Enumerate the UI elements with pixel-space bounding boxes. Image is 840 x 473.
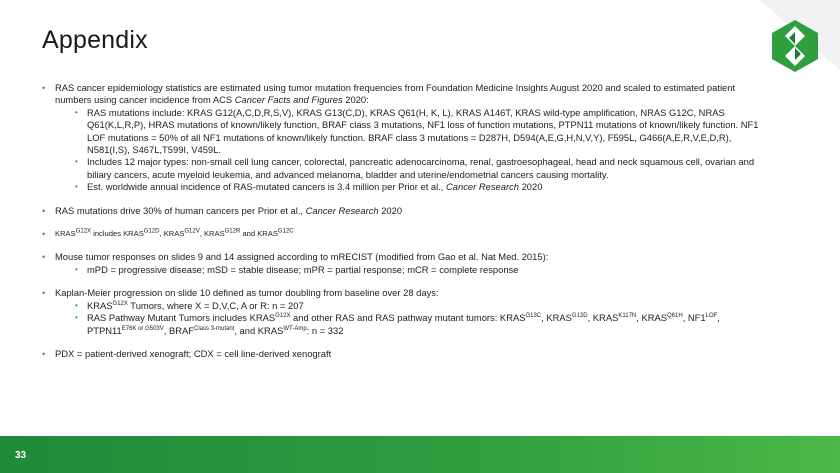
company-logo-icon [772, 20, 818, 72]
sub-bullet-major-types: • Includes 12 major types: non-small cell lung cancer, colorectal, pancreatic adenocarcinoma, renal, gastroesophageal, head and neck squamous cell, ovarian and biliary cancers, acute myeloid leukemia, and advanced melanoma, bladder and uterine/endometrial cancers causing mortality. [75, 156, 762, 181]
footer-bar [0, 436, 840, 473]
page-title: Appendix [42, 26, 148, 54]
sub-bullet-worldwide-incidence: • Est. worldwide annual incidence of RAS-mutated cancers is 3.4 million per Prior et al., Cancer Research 2020 [75, 181, 762, 193]
page-number: 33 [15, 450, 27, 461]
bullet-kaplan-meier: • Kaplan-Meier progression on slide 10 defined as tumor doubling from baseline over 28 days: [42, 287, 762, 299]
bullet-pdx-cdx: • PDX = patient-derived xenograft; CDX = cell line-derived xenograft [42, 348, 762, 360]
bullet-mouse-tumor: • Mouse tumor responses on slides 9 and 14 assigned according to mRECIST (modified from Gao et al. Nat Med. 2015): [42, 251, 762, 263]
sub-bullet-kras-tumors: • $KRAS^{G12X}$ Tumors, where X = D,V,C, A or R: n = 207 [75, 300, 762, 312]
sub-bullet-ras-pathway: • RAS Pathway Mutant Tumors includes $KRAS^{G12X}$ and other RAS and RAS pathway mutant tumors: $KRAS^{G13C}$, $KRAS^{G13D}$, $KRAS^{K117N}$, $KRAS^{Q61H}$, $NF1^{LOF}$, $PTPN11^{E76K or G503V}$, $BRAF^{Class 3-mutant}$, and $KRAS^{WT-Amp}$: n = 332 [75, 312, 762, 337]
bullet-ras-drive: • RAS mutations drive 30% of human cancers per Prior et al., Cancer Research 2020 [42, 205, 762, 217]
bullet-kras-variants: • $KRAS^{G12X}$ includes $KRAS^{G12D}$, $KRAS^{G12V}$, $KRAS^{G12R}$ and $KRAS^{G12C}$ [42, 228, 762, 240]
appendix-content [42, 82, 762, 360]
sub-bullet-ras-mutations: • RAS mutations include: KRAS G12(A,C,D,R,S,V), KRAS G13(C,D), KRAS Q61(H, K, L), KRAS A146T, KRAS wild-type amplification, NRAS G12C, NRAS Q61(K,L,R,P), HRAS mutations of known/likely function, BRAF class 3 mutations, NF1 loss of function mutations, PTPN11 mutations of known/likely function. NF1 LOF mutations = 50% of all NF1 mutations of known/likely function. BRAF class 3 mutations = D287H, D594(A,E,G,H,N,V,Y), F595L, G466(A,E,R,V,E,D,R), N581(I,S), S467L,T599I, V459L. [75, 107, 762, 157]
bullet-epidemiology: • RAS cancer epidemiology statistics are estimated using tumor mutation frequencies from Foundation Medicine Insights August 2020 and scaled to estimated patient numbers using cancer incidence from ACS Cancer Facts and Figures 2020: [42, 82, 762, 107]
sub-bullet-mrecist: • mPD = progressive disease; mSD = stable disease; mPR = partial response; mCR = complete response [75, 264, 762, 276]
